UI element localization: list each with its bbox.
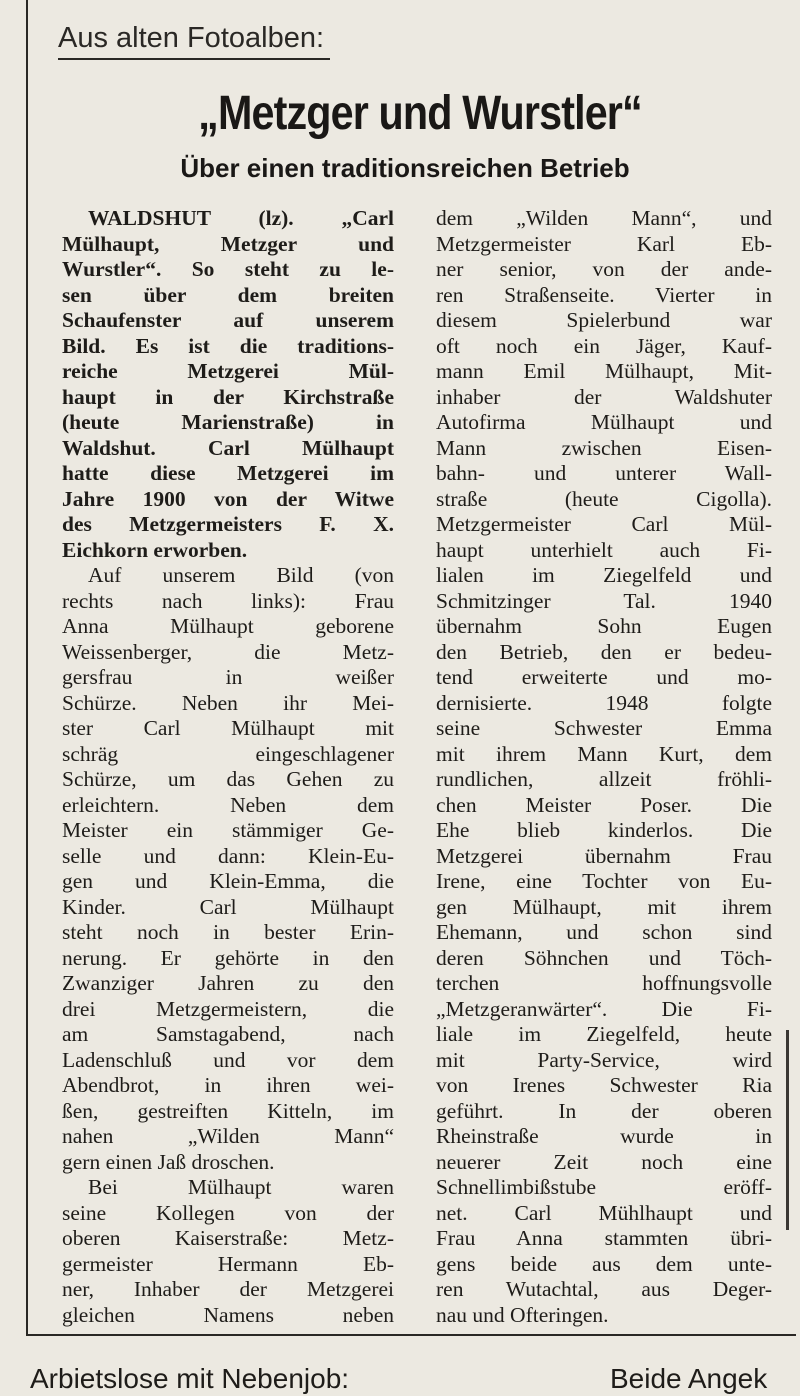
article-column-left: [62, 206, 394, 1328]
article-column-right: [436, 206, 772, 1328]
text-line: Schürze. Neben ihr Mei-: [62, 690, 394, 715]
text-line: Irene, eine Tochter von Eu-: [436, 869, 772, 893]
text-line: Rheinstraße wurde in: [436, 1124, 772, 1148]
text-line: nau und Ofteringen.: [436, 1302, 609, 1327]
text-line: Jahre 1900 von der Witwe: [62, 486, 394, 511]
text-line: tend erweiterte und mo-: [436, 665, 772, 689]
text-line: lialen im Ziegelfeld und: [436, 563, 772, 587]
text-line: dem „Wilden Mann“, und: [436, 206, 772, 230]
text-line: Mülhaupt, Metzger und: [62, 231, 394, 256]
text-line: Bei Mülhaupt waren: [88, 1175, 394, 1199]
text-line: net. Carl Mühlhaupt und: [436, 1200, 772, 1225]
text-line: germeister Hermann Eb-: [62, 1251, 394, 1276]
text-line: am Samstagabend, nach: [62, 1022, 394, 1046]
text-line: inhaber der Waldshuter: [436, 384, 772, 409]
text-line: von Irenes Schwester Ria: [436, 1073, 772, 1097]
text-line: „Metzgeranwärter“. Die Fi-: [436, 996, 772, 1021]
text-line: mann Emil Mülhaupt, Mit-: [436, 359, 772, 383]
text-line: Frau Anna stammten übri-: [436, 1226, 772, 1250]
text-line: (heute Marienstraße) in: [62, 410, 394, 434]
text-line: seine Kollegen von der: [62, 1200, 394, 1225]
text-line: des Metzgermeisters F. X.: [62, 512, 394, 536]
text-line: Meister ein stämmiger Ge-: [62, 818, 394, 842]
text-line: reiche Metzgerei Mül-: [62, 359, 394, 383]
text-line: ren Straßenseite. Vierter in: [436, 282, 772, 307]
text-line: terchen hoffnungsvolle: [436, 971, 772, 995]
article-headline: „Metzger und Wurstler“: [198, 87, 642, 140]
text-line: Anna Mülhaupt geborene: [62, 614, 394, 638]
text-line: gen Mülhaupt, mit ihrem: [436, 894, 772, 919]
text-line: Wurstler“. So steht zu le-: [62, 257, 394, 281]
text-line: rundlichen, allzeit fröhli-: [436, 767, 772, 791]
text-line: WALDSHUT (lz). „Carl: [88, 206, 394, 230]
text-line: schräg eingeschlagener: [62, 741, 394, 766]
text-line: drei Metzgermeistern, die: [62, 996, 394, 1021]
text-line: Mann zwischen Eisen-: [436, 435, 772, 460]
text-line: liale im Ziegelfeld, heute: [436, 1022, 772, 1046]
text-line: nahen „Wilden Mann“: [62, 1124, 394, 1148]
text-line: steht noch in bester Erin-: [62, 920, 394, 944]
text-line: Metzgermeister Carl Mül-: [436, 512, 772, 536]
text-line: Metzgerei übernahm Frau: [436, 843, 772, 868]
text-line: seine Schwester Emma: [436, 716, 772, 740]
text-line: geführt. In der oberen: [436, 1098, 772, 1123]
text-line: Waldshut. Carl Mülhaupt: [62, 435, 394, 460]
text-line: oft noch ein Jäger, Kauf-: [436, 333, 772, 358]
text-line: den Betrieb, den er bedeu-: [436, 639, 772, 664]
text-line: mit Party-Service, wird: [436, 1047, 772, 1072]
text-line: Schürze, um das Gehen zu: [62, 767, 394, 791]
text-line: rechts nach links): Frau: [62, 588, 394, 613]
text-line: ßen, gestreiften Kitteln, im: [62, 1098, 394, 1123]
text-line: dernisierte. 1948 folgte: [436, 690, 772, 715]
text-line: mit ihrem Mann Kurt, dem: [436, 741, 772, 766]
text-line: Schmitzinger Tal. 1940: [436, 588, 772, 613]
text-line: ner senior, von der ande-: [436, 257, 772, 281]
text-line: gleichen Namens neben: [62, 1302, 394, 1327]
text-line: Ladenschluß und vor dem: [62, 1047, 394, 1072]
text-line: ren Wutachtal, aus Deger-: [436, 1277, 772, 1301]
text-line: Weissenberger, die Metz-: [62, 639, 394, 664]
text-line: gern einen Jaß droschen.: [62, 1149, 275, 1174]
text-line: übernahm Sohn Eugen: [436, 614, 772, 638]
text-line: deren Söhnchen und Töch-: [436, 945, 772, 970]
article-subheadline: Über einen traditionsreichen Betrieb: [180, 153, 630, 183]
next-article-headline-right: Beide Angek: [610, 1363, 768, 1394]
text-line: Schnellimbißstube eröff-: [436, 1175, 772, 1199]
text-line: gersfrau in weißer: [62, 665, 394, 689]
text-line: Abendbrot, in ihren wei-: [62, 1073, 394, 1097]
text-line: ster Carl Mülhaupt mit: [62, 716, 394, 740]
text-line: haupt in der Kirchstraße: [62, 384, 394, 409]
text-line: Autofirma Mülhaupt und: [436, 410, 772, 434]
text-line: Auf unserem Bild (von: [88, 563, 394, 587]
text-line: Metzgermeister Karl Eb-: [436, 231, 772, 256]
text-line: Bild. Es ist die traditions-: [62, 333, 394, 358]
text-line: oberen Kaiserstraße: Metz-: [62, 1226, 394, 1250]
article-kicker: Aus alten Fotoalben:: [58, 18, 330, 60]
text-line: Eichkorn erworben.: [62, 537, 248, 562]
text-line: bahn- und unterer Wall-: [436, 461, 772, 485]
text-line: Ehemann, und schon sind: [436, 920, 772, 944]
article-body: [62, 206, 774, 1327]
text-line: diesem Spielerbund war: [436, 308, 772, 332]
text-line: Kinder. Carl Mülhaupt: [62, 894, 394, 919]
text-line: erleichtern. Neben dem: [62, 792, 394, 817]
text-line: selle und dann: Klein-Eu-: [62, 843, 394, 868]
text-line: gens beide aus dem unte-: [436, 1251, 772, 1276]
text-line: Ehe blieb kinderlos. Die: [436, 818, 772, 842]
text-line: hatte diese Metzgerei im: [62, 461, 394, 485]
text-line: straße (heute Cigolla).: [436, 486, 772, 511]
text-line: ner, Inhaber der Metzgerei: [62, 1277, 394, 1301]
text-line: sen über dem breiten: [62, 282, 394, 307]
column-rule-right: [786, 1030, 789, 1230]
text-line: neuerer Zeit noch eine: [436, 1149, 772, 1174]
next-article-headline-left: Arbietslose mit Nebenjob:: [30, 1363, 350, 1394]
text-line: chen Meister Poser. Die: [436, 792, 772, 817]
text-line: gen und Klein-Emma, die: [62, 869, 394, 893]
text-line: haupt unterhielt auch Fi-: [436, 537, 772, 562]
text-line: Schaufenster auf unserem: [62, 308, 394, 332]
text-line: nerung. Er gehörte in den: [62, 945, 394, 970]
text-line: Zwanziger Jahren zu den: [62, 971, 394, 995]
